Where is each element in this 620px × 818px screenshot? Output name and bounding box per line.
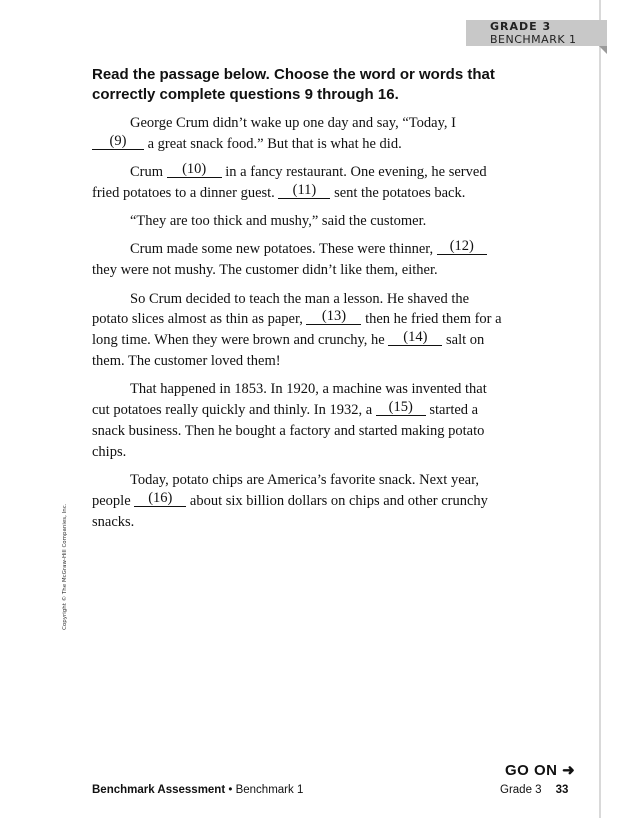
instructions: Read the passage below. Choose the word or words that correctly complete questions 9 through 16. [92,66,495,103]
page-margin [601,0,620,818]
text: George Crum didn’t wake up one day and say, “Today, I [130,115,456,131]
paragraph-6 [92,379,502,462]
paragraph-5 [92,289,502,372]
grade-tab-fold [599,46,607,54]
blank-12: (12) [437,239,487,255]
footer-benchmark: Benchmark 1 [235,784,304,796]
blank-13: (13) [306,309,361,325]
blank-15: (15) [376,400,426,416]
blank-14: (14) [388,330,442,346]
passage [92,113,502,540]
text: sent the potatoes back. [334,184,466,201]
blank-11: (11) [278,183,330,199]
text: So Crum decided to teach the man a lesson. He shaved the potato slices almost as thin as paper, [92,290,470,328]
blank-9: (9) [92,134,144,150]
footer-page-info [500,784,568,796]
footer-title [92,784,303,796]
blank-16: (16) [134,491,186,507]
text: started a snack business. Then he bought a factory and started making potato chips. [92,402,485,460]
footer-grade: Grade 3 [500,784,542,796]
copyright-notice: Copyright © The McGraw-Hill Companies, Inc. [62,503,68,630]
text: Today, potato chips are America’s favorite snack. Next year, people [92,471,479,509]
text: about six billion dollars on chips and other crunchy snacks. [92,492,488,530]
text: in a fancy restaurant. One evening, he served fried potatoes to a dinner guest. [92,164,487,201]
text: Crum made some new potatoes. These were thinner, [130,241,434,258]
paragraph-7 [92,470,502,532]
text: a great snack food.” But that is what he did. [147,135,402,152]
page-number: 33 [555,784,569,796]
paragraph-1 [92,113,502,155]
grade-label: GRADE 3 [490,20,552,33]
footer-separator: • [225,784,236,796]
paragraph-2 [92,162,502,204]
text: Crum [130,164,164,181]
go-on-label: GO ON ➜ [505,762,576,779]
footer-assessment-title: Benchmark Assessment [92,784,226,796]
paragraph-4 [92,239,502,281]
text: they were not mushy. The customer didn’t like them, either. [92,262,438,279]
blank-10: (10) [167,162,222,178]
text: salt on them. The customer loved them! [92,332,485,369]
text: That happened in 1853. In 1920, a machine was invented that cut potatoes really quickly and thinly. In 1932, a [92,381,487,419]
benchmark-label: BENCHMARK 1 [490,33,577,46]
text: then he fried them for a long time. When they were brown and crunchy, he [92,311,502,349]
paragraph-3: “They are too thick and mushy,” said the customer. [130,213,427,230]
